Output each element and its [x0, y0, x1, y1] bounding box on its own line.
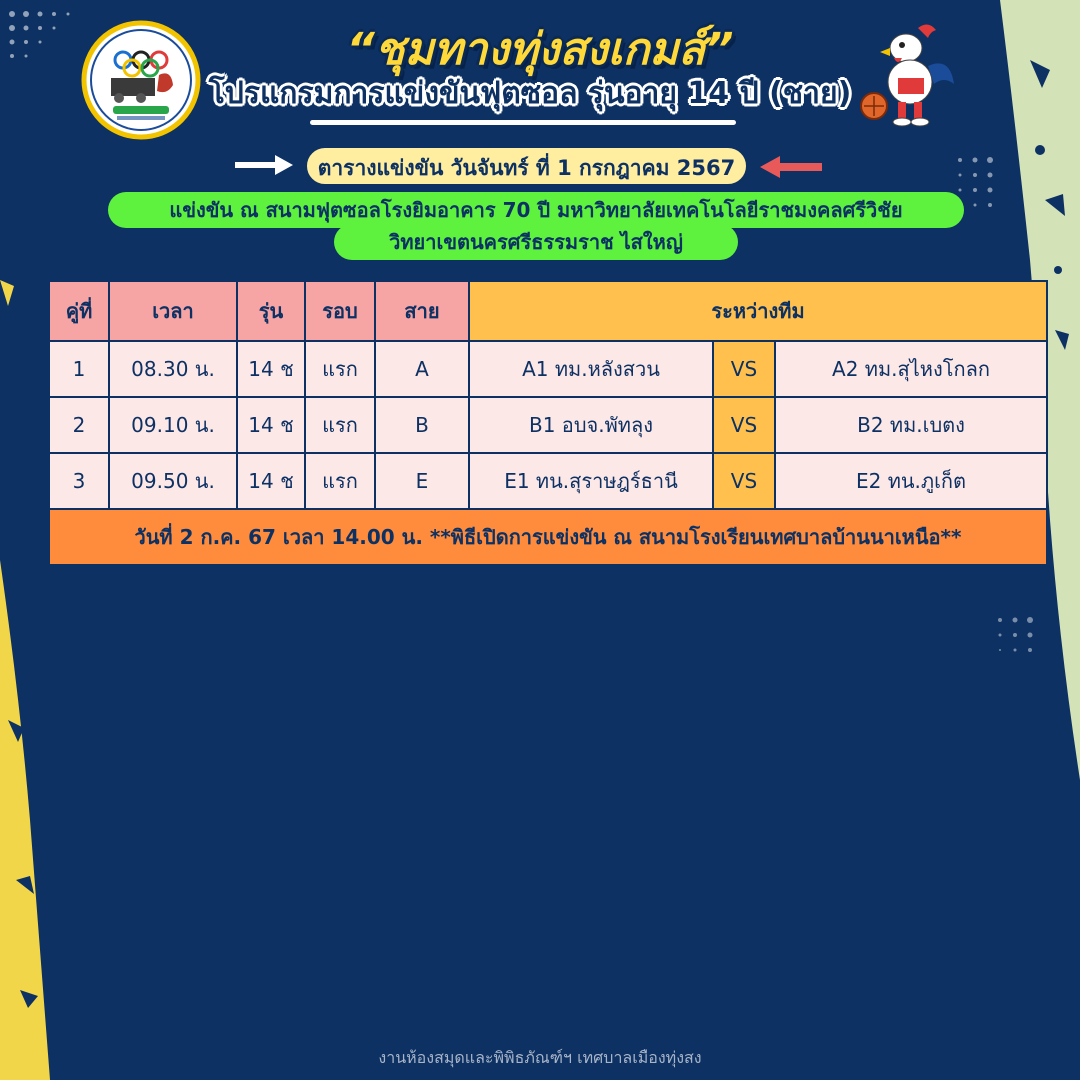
note-row	[49, 509, 1047, 565]
vs-label: VS	[713, 453, 775, 509]
schedule-table	[48, 280, 1048, 566]
match-time: 09.50 น.	[109, 453, 237, 509]
pair-number: 2	[49, 397, 109, 453]
pair-number: 1	[49, 341, 109, 397]
table-row	[49, 341, 1047, 397]
right-arrow-icon	[235, 153, 295, 177]
program-title: โปรแกรมการแข่งขันฟุตซอล รุ่นอายุ 14 ปี (ชาย)	[208, 76, 852, 111]
team-a: A1 ทม.หลังสวน	[469, 341, 713, 397]
vs-label: VS	[713, 397, 775, 453]
pair-number: 3	[49, 453, 109, 509]
team-a: E1 ทน.สุราษฎร์ธานี	[469, 453, 713, 509]
left-arrow-icon	[760, 154, 822, 180]
header-time: เวลา	[109, 281, 237, 341]
header-group: สาย	[375, 281, 469, 341]
header-teams: ระหว่างทีม	[469, 281, 1047, 341]
age-class: 14 ช	[237, 341, 305, 397]
round: แรก	[305, 453, 375, 509]
team-a: B1 อบจ.พัทลุง	[469, 397, 713, 453]
group: A	[375, 341, 469, 397]
age-class: 14 ช	[237, 397, 305, 453]
team-b: B2 ทม.เบตง	[775, 397, 1047, 453]
table-header-row	[49, 281, 1047, 341]
group: B	[375, 397, 469, 453]
venue-line-2: วิทยาเขตนครศรีธรรมราช ไสใหญ่	[334, 224, 738, 260]
team-b: E2 ทน.ภูเก็ต	[775, 453, 1047, 509]
footer-credit: งานห้องสมุดและพิพิธภัณฑ์ฯ เทศบาลเมืองทุ่งสง	[378, 1048, 702, 1067]
table-row	[49, 397, 1047, 453]
venue-line-1: แข่งขัน ณ สนามฟุตซอลโรงยิมอาคาร 70 ปี มหาวิทยาลัยเทคโนโลยีราชมงคลศรีวิชัย	[108, 192, 964, 228]
title-underline	[310, 120, 736, 125]
table-row	[49, 453, 1047, 509]
round: แรก	[305, 397, 375, 453]
opening-ceremony-note: วันที่ 2 ก.ค. 67 เวลา 14.00 น. **พิธีเปิดการแข่งขัน ณ สนามโรงเรียนเทศบาลบ้านนาเหนือ**	[49, 509, 1047, 565]
header-round: รอบ	[305, 281, 375, 341]
match-time: 09.10 น.	[109, 397, 237, 453]
group: E	[375, 453, 469, 509]
age-class: 14 ช	[237, 453, 305, 509]
round: แรก	[305, 341, 375, 397]
vs-label: VS	[713, 341, 775, 397]
venue-banner	[108, 192, 964, 260]
event-title: “ชุมทางทุ่งสงเกมส์”	[346, 24, 734, 75]
header-age: รุ่น	[237, 281, 305, 341]
match-time: 08.30 น.	[109, 341, 237, 397]
team-b: A2 ทม.สุไหงโกลก	[775, 341, 1047, 397]
header-pair: คู่ที่	[49, 281, 109, 341]
schedule-date-label: ตารางแข่งขัน วันจันทร์ ที่ 1 กรกฎาคม 2567	[305, 146, 748, 186]
